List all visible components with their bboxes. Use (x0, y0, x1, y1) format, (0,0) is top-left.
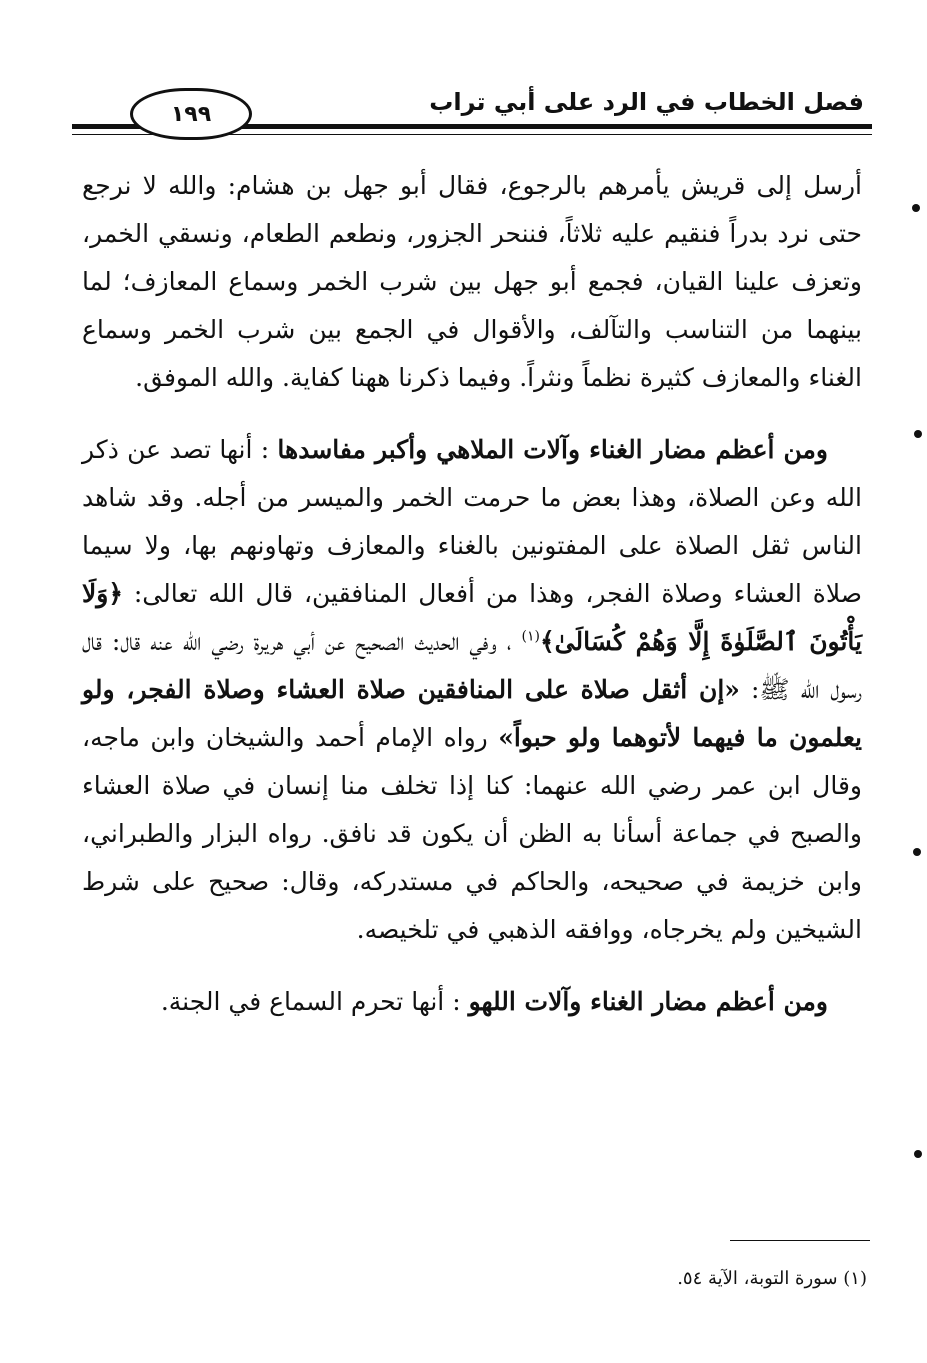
main-text (82, 162, 862, 1026)
footnote: (١) سورة التوبة، الآية ٥٤. (677, 1268, 867, 1289)
margin-mark (912, 204, 920, 212)
footnote-ref: (١) (521, 628, 540, 645)
hadith-quote: «إن أثقل صلاة على المنافقين صلاة العشاء وصلاة الفجر، ولو يعلمون ما فيهما لأتوهما ولو حبواً» (82, 675, 862, 752)
paragraph-3-lead: ومن أعظم مضار الغناء وآلات اللهو (468, 987, 828, 1016)
footnote-rule (730, 1240, 870, 1241)
paragraph-2-text-2: ، وفي الحديث الصحيح عن أبي هريرة رضي الله عنه قال: قال رسول الله ﷺ: (82, 627, 862, 704)
paragraph-2-text-3: رواه الإمام أحمد والشيخان وابن ماجه، وقال ابن عمر رضي الله عنهما: كنا إذا تخلف منا إنسان في صلاة العشاء والصبح في جماعة أسأنا به الظن أن يكون قد نافق. رواه البزار والطبراني، وابن خزيمة في صحيحه، والحاكم في مستدركه، وقال: صحيح على شرط الشيخين ولم يخرجاه، ووافقه الذهبي في تلخيصه. (82, 723, 862, 944)
paragraph-2 (82, 426, 862, 954)
paragraph-3 (82, 978, 862, 1026)
margin-mark (914, 1150, 922, 1158)
margin-mark (914, 430, 922, 438)
margin-mark (913, 848, 921, 856)
paragraph-2-text-1: : أنها تصد عن ذكر الله وعن الصلاة، وهذا بعض ما حرمت الخمر والميسر من أجله. وقد شاهد الناس ثقل الصلاة على المفتونين بالغناء والمعازف وتهاونهم بها، ولا سيما صلاة العشاء وصلاة الفجر، وهذا من أفعال المنافقين، قال الله تعالى: (82, 435, 862, 608)
page-number-badge: ١٩٩ (130, 88, 252, 140)
paragraph-3-text: : أنها تحرم السماع في الجنة. (160, 987, 461, 1016)
quran-verse: ﴿وَلَا يَأْتُونَ ٱلصَّلَوٰةَ إِلَّا وَهُمْ كُسَالَىٰ﴾ (82, 579, 862, 656)
paragraph-2-lead: ومن أعظم مضار الغناء وآلات الملاهي وأكبر مفاسدها (277, 435, 829, 464)
paragraph-1: أرسل إلى قريش يأمرهم بالرجوع، فقال أبو جهل بن هشام: والله لا نرجع حتى نرد بدراً فنقيم عليه ثلاثاً، فننحر الجزور، ونطعم الطعام، ونسقي الخمر، وتعزف علينا القيان، فجمع أبو جهل بين شرب الخمر وسماع المعازف؛ لما بينهما من التناسب والتآلف، والأقوال في الجمع بين شرب الخمر وسماع الغناء والمعازف كثيرة نظماً ونثراً. وفيما ذكرنا ههنا كفاية. والله الموفق. (82, 171, 862, 392)
book-title: فصل الخطاب في الرد على أبي تراب (429, 88, 864, 116)
